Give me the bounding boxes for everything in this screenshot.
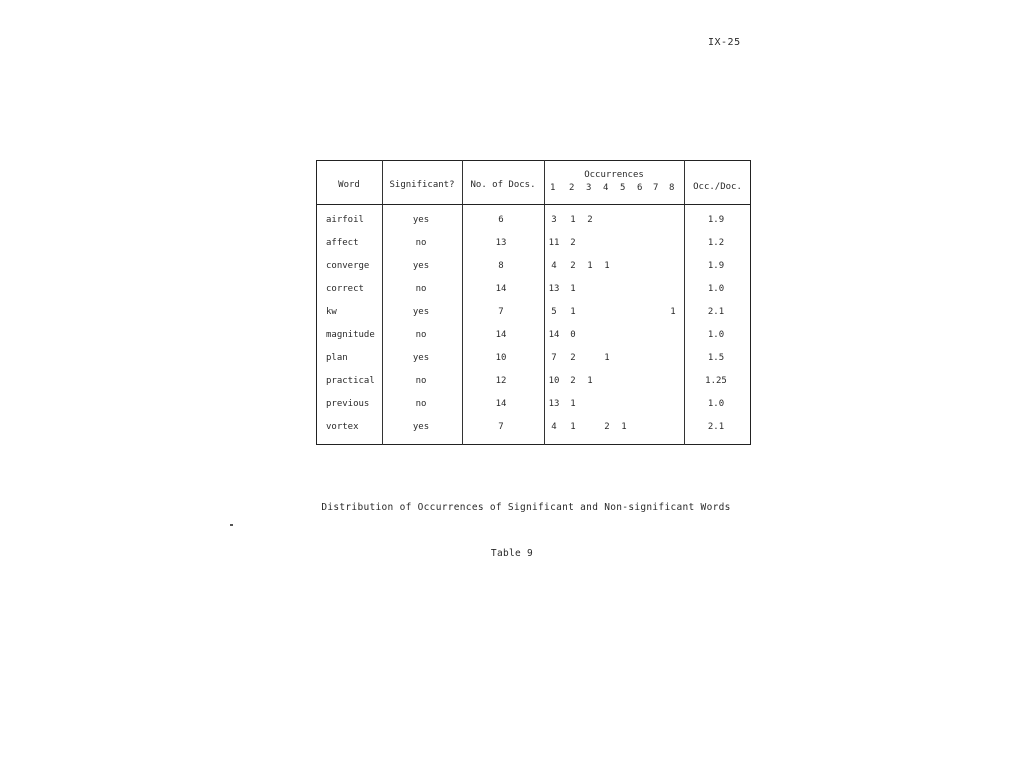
header-significant: Significant? bbox=[389, 180, 455, 190]
column-divider bbox=[382, 160, 383, 445]
header-rule bbox=[316, 204, 751, 205]
header-num-docs: No. of Docs. bbox=[470, 180, 536, 190]
num-docs-cell: 7 bbox=[498, 422, 504, 432]
occurrence-cell: 1 bbox=[621, 422, 627, 432]
word-cell: practical bbox=[326, 376, 375, 386]
occurrence-cell: 1 bbox=[670, 307, 676, 317]
word-cell: affect bbox=[326, 238, 359, 248]
significant-cell: no bbox=[415, 330, 427, 340]
occurrence-cell: 2 bbox=[587, 215, 593, 225]
num-docs-cell: 10 bbox=[495, 353, 507, 363]
word-cell: vortex bbox=[326, 422, 359, 432]
occurrence-column-header: 8 bbox=[669, 183, 675, 193]
word-cell: previous bbox=[326, 399, 370, 409]
occurrence-cell: 2 bbox=[570, 376, 576, 386]
occurrence-column-header: 1 bbox=[550, 183, 556, 193]
num-docs-cell: 14 bbox=[495, 399, 507, 409]
occurrence-cell: 1 bbox=[587, 261, 593, 271]
occ-per-doc-cell: 2.1 bbox=[707, 307, 725, 317]
num-docs-cell: 13 bbox=[495, 238, 507, 248]
occurrence-column-header: 2 bbox=[569, 183, 575, 193]
occurrence-cell: 10 bbox=[548, 376, 560, 386]
word-cell: converge bbox=[326, 261, 370, 271]
occurrence-cell: 1 bbox=[570, 307, 576, 317]
significant-cell: yes bbox=[412, 307, 430, 317]
column-divider bbox=[544, 160, 545, 445]
occurrence-cell: 4 bbox=[551, 422, 557, 432]
num-docs-cell: 7 bbox=[498, 307, 504, 317]
table-caption: Distribution of Occurrences of Significant and Non-significant Words bbox=[321, 502, 731, 513]
occurrence-cell: 1 bbox=[570, 284, 576, 294]
occurrence-cell: 1 bbox=[570, 422, 576, 432]
occ-per-doc-cell: 1.9 bbox=[707, 215, 725, 225]
word-cell: correct bbox=[326, 284, 364, 294]
occurrence-cell: 13 bbox=[548, 284, 560, 294]
occurrence-cell: 0 bbox=[570, 330, 576, 340]
num-docs-cell: 14 bbox=[495, 284, 507, 294]
table-label: Table 9 bbox=[490, 548, 534, 559]
significant-cell: yes bbox=[412, 261, 430, 271]
significant-cell: no bbox=[415, 399, 427, 409]
occurrence-cell: 2 bbox=[570, 238, 576, 248]
data-table bbox=[316, 160, 751, 445]
word-cell: kw bbox=[326, 307, 337, 317]
occurrence-cell: 14 bbox=[548, 330, 560, 340]
column-divider bbox=[462, 160, 463, 445]
word-cell: magnitude bbox=[326, 330, 375, 340]
page-number: IX-25 bbox=[708, 37, 741, 48]
occurrence-cell: 2 bbox=[570, 261, 576, 271]
header-word: Word bbox=[338, 180, 360, 190]
significant-cell: no bbox=[415, 284, 427, 294]
occurrence-cell: 2 bbox=[604, 422, 610, 432]
occurrence-cell: 1 bbox=[587, 376, 593, 386]
num-docs-cell: 12 bbox=[495, 376, 507, 386]
occurrence-cell: 1 bbox=[570, 399, 576, 409]
occurrence-column-header: 3 bbox=[586, 183, 592, 193]
occurrence-column-header: 7 bbox=[653, 183, 659, 193]
occurrence-cell: 2 bbox=[570, 353, 576, 363]
occ-per-doc-cell: 1.0 bbox=[707, 399, 725, 409]
occurrence-cell: 3 bbox=[551, 215, 557, 225]
occurrence-column-header: 6 bbox=[637, 183, 643, 193]
occurrence-cell: 1 bbox=[570, 215, 576, 225]
occ-per-doc-cell: 1.2 bbox=[707, 238, 725, 248]
occ-per-doc-cell: 1.9 bbox=[707, 261, 725, 271]
occurrence-cell: 7 bbox=[551, 353, 557, 363]
occ-per-doc-cell: 1.5 bbox=[707, 353, 725, 363]
occ-per-doc-cell: 1.0 bbox=[707, 330, 725, 340]
num-docs-cell: 6 bbox=[498, 215, 504, 225]
occurrence-column-header: 5 bbox=[620, 183, 626, 193]
header-occurrences: Occurrences bbox=[584, 170, 644, 180]
occurrence-cell: 1 bbox=[604, 261, 610, 271]
occurrence-cell: 13 bbox=[548, 399, 560, 409]
occurrence-cell: 1 bbox=[604, 353, 610, 363]
occ-per-doc-cell: 1.25 bbox=[705, 376, 727, 386]
significant-cell: no bbox=[415, 238, 427, 248]
occ-per-doc-cell: 1.0 bbox=[707, 284, 725, 294]
significant-cell: no bbox=[415, 376, 427, 386]
significant-cell: yes bbox=[412, 215, 430, 225]
word-cell: plan bbox=[326, 353, 348, 363]
significant-cell: yes bbox=[412, 353, 430, 363]
num-docs-cell: 14 bbox=[495, 330, 507, 340]
column-divider bbox=[684, 160, 685, 445]
num-docs-cell: 8 bbox=[498, 261, 504, 271]
occurrence-cell: 4 bbox=[551, 261, 557, 271]
header-occ-per-doc: Occ./Doc. bbox=[693, 182, 742, 192]
significant-cell: yes bbox=[412, 422, 430, 432]
occurrence-cell: 11 bbox=[548, 238, 560, 248]
occurrence-cell: 5 bbox=[551, 307, 557, 317]
occurrence-column-header: 4 bbox=[603, 183, 609, 193]
word-cell: airfoil bbox=[326, 215, 364, 225]
occ-per-doc-cell: 2.1 bbox=[707, 422, 725, 432]
stray-mark bbox=[230, 524, 233, 526]
